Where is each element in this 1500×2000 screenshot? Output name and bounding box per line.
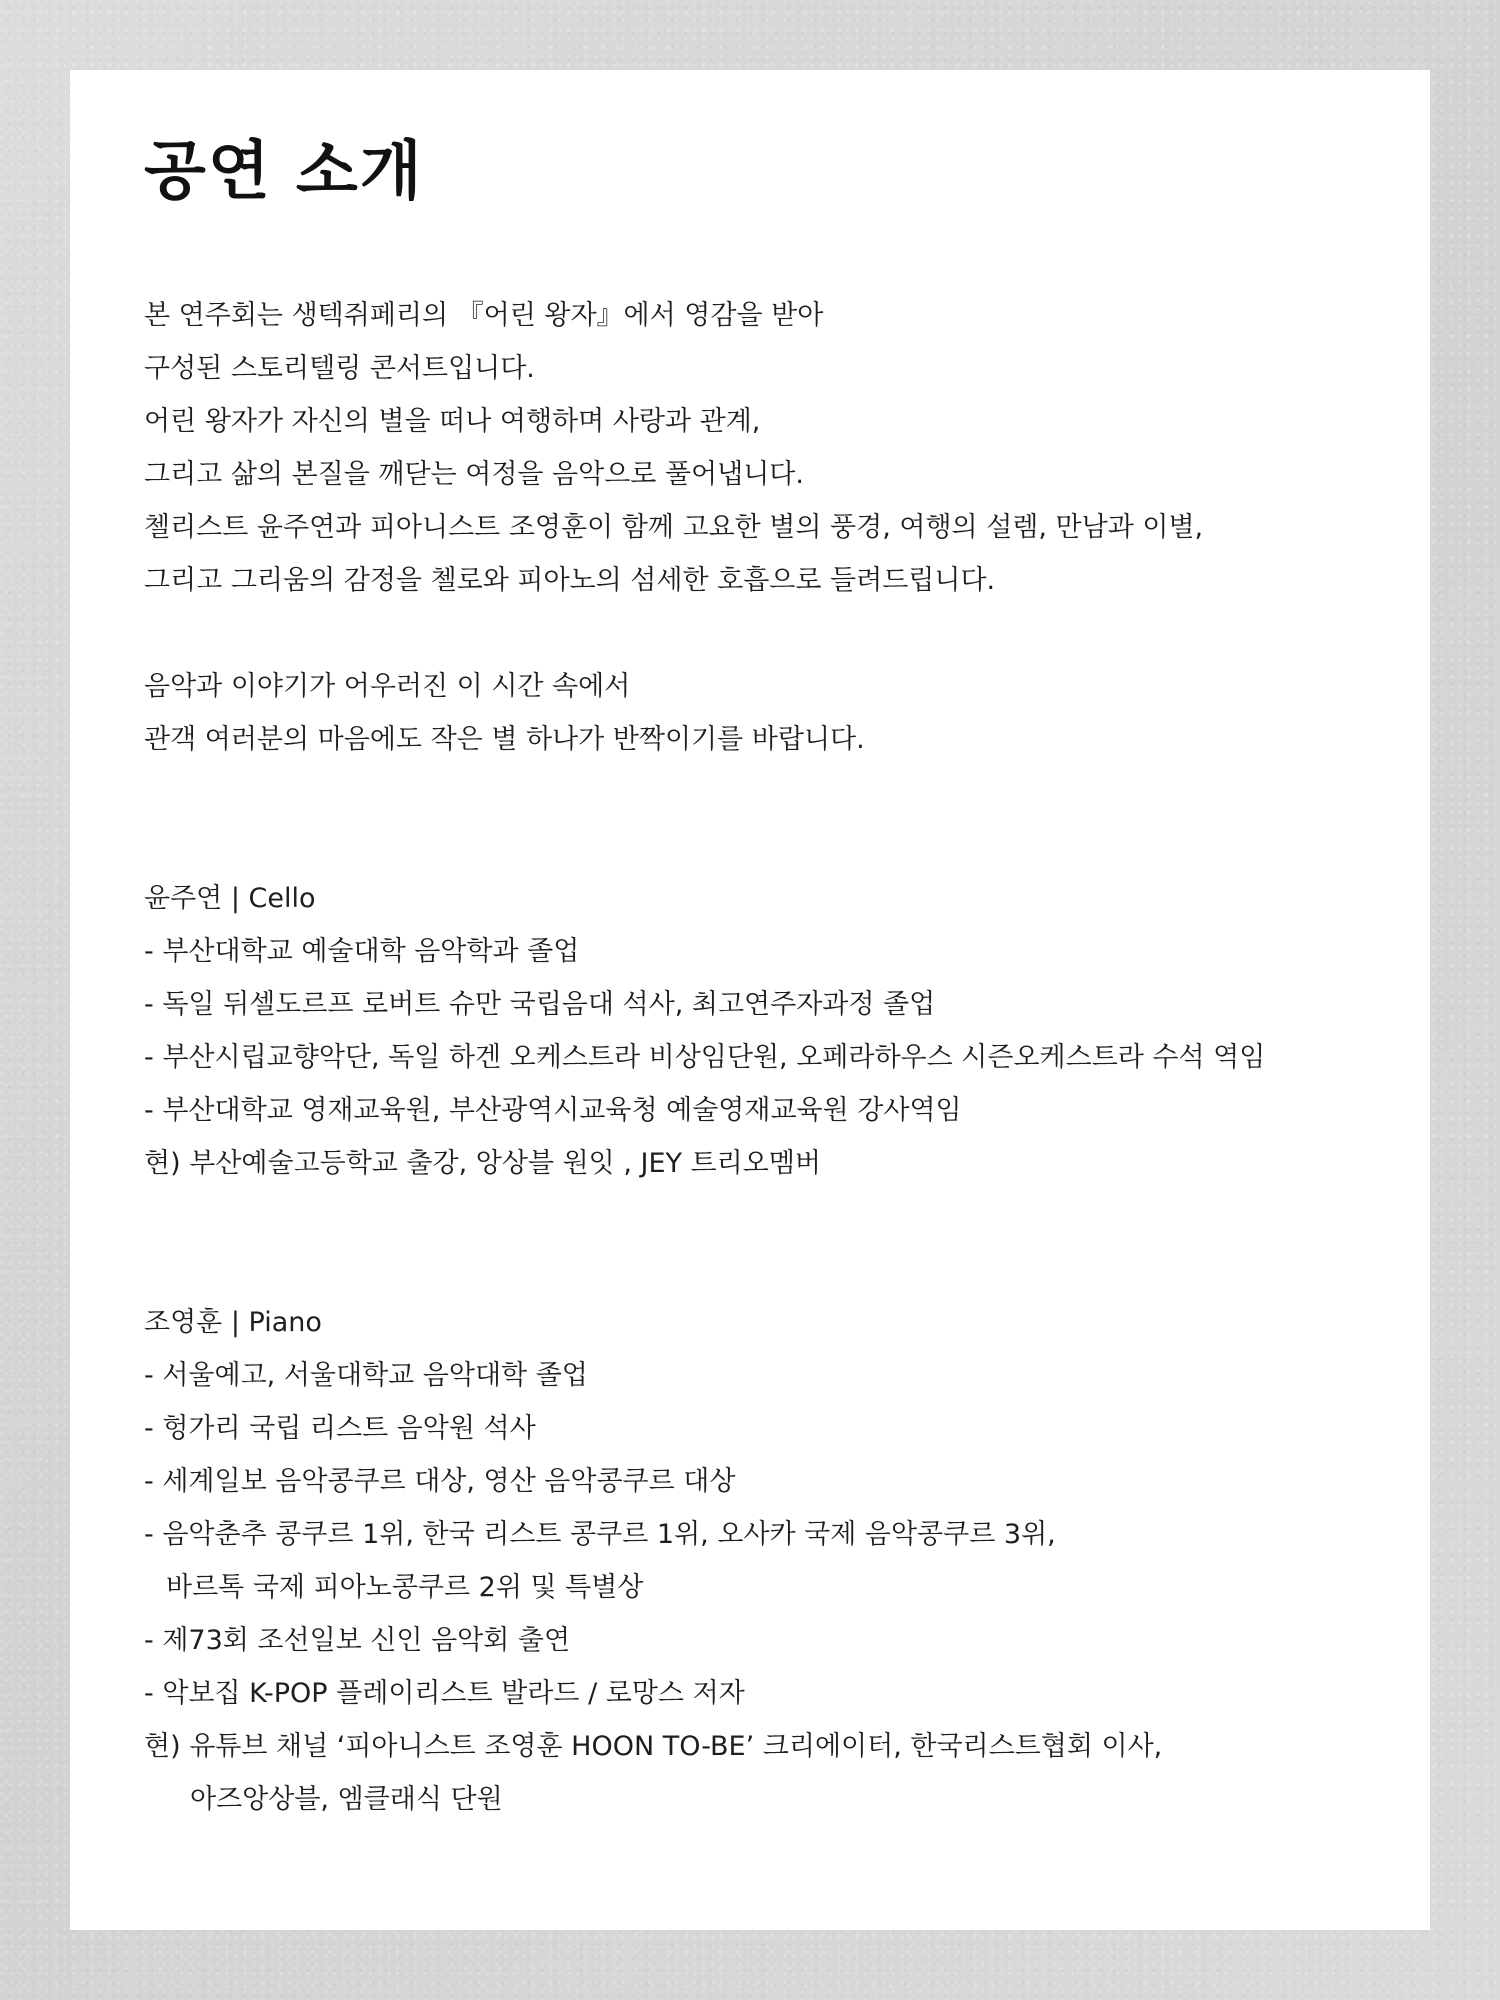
cello-heading: 윤주연 | Cello	[144, 882, 316, 914]
intro-line: 어린 왕자가 자신의 별을 떠나 여행하며 사랑과 관계,	[144, 405, 761, 437]
bio-item: - 악보집 K-POP 플레이리스트 발라드 / 로망스 저자	[144, 1677, 745, 1709]
cello-bio	[144, 872, 1356, 1190]
document-sheet	[70, 70, 1430, 1930]
page-title: 공연 소개	[144, 135, 424, 209]
intro-paragraph-2	[144, 660, 1356, 766]
bio-item: 현) 유튜브 채널 ‘피아니스트 조영훈 HOON TO-BE’ 크리에이터, 한국리스트협회 이사,	[144, 1730, 1163, 1762]
intro-line: 관객 여러분의 마음에도 작은 별 하나가 반짝이기를 바랍니다.	[144, 723, 865, 755]
intro-line: 음악과 이야기가 어우러진 이 시간 속에서	[144, 670, 631, 702]
bio-item: - 독일 뒤셀도르프 로버트 슈만 국립음대 석사, 최고연주자과정 졸업	[144, 988, 936, 1020]
bio-item: - 음악춘추 콩쿠르 1위, 한국 리스트 콩쿠르 1위, 오사카 국제 음악콩쿠르 3위,	[144, 1518, 1056, 1550]
bio-item: - 부산대학교 예술대학 음악학과 졸업	[144, 935, 580, 967]
bio-item: - 부산시립교향악단, 독일 하겐 오케스트라 비상임단원, 오페라하우스 시즌오케스트라 수석 역임	[144, 1041, 1266, 1073]
bio-item: - 서울예고, 서울대학교 음악대학 졸업	[144, 1359, 588, 1391]
intro-line: 그리고 삶의 본질을 깨닫는 여정을 음악으로 풀어냅니다.	[144, 458, 804, 490]
intro-line: 본 연주회는 생텍쥐페리의 『어린 왕자』에서 영감을 받아	[144, 299, 824, 331]
bio-item-continuation: 바르톡 국제 피아노콩쿠르 2위 및 특별상	[166, 1571, 644, 1603]
bio-item: - 헝가리 국립 리스트 음악원 석사	[144, 1412, 536, 1444]
bio-item: - 제73회 조선일보 신인 음악회 출연	[144, 1624, 571, 1656]
bio-item-continuation: 아즈앙상블, 엠클래식 단원	[190, 1783, 503, 1815]
intro-line: 구성된 스토리텔링 콘서트입니다.	[144, 352, 535, 384]
bio-item: - 세계일보 음악콩쿠르 대상, 영산 음악콩쿠르 대상	[144, 1465, 736, 1497]
intro-line: 첼리스트 윤주연과 피아니스트 조영훈이 함께 고요한 별의 풍경, 여행의 설렘, 만남과 이별,	[144, 511, 1204, 543]
piano-bio	[144, 1296, 1356, 1826]
bio-item: - 부산대학교 영재교육원, 부산광역시교육청 예술영재교육원 강사역임	[144, 1094, 962, 1126]
piano-heading: 조영훈 | Piano	[144, 1306, 322, 1338]
intro-line: 그리고 그리움의 감정을 첼로와 피아노의 섬세한 호흡으로 들려드립니다.	[144, 564, 996, 596]
bio-item: 현) 부산예술고등학교 출강, 앙상블 원잇 , JEY 트리오멤버	[144, 1147, 822, 1179]
intro-paragraph-1	[144, 289, 1356, 607]
